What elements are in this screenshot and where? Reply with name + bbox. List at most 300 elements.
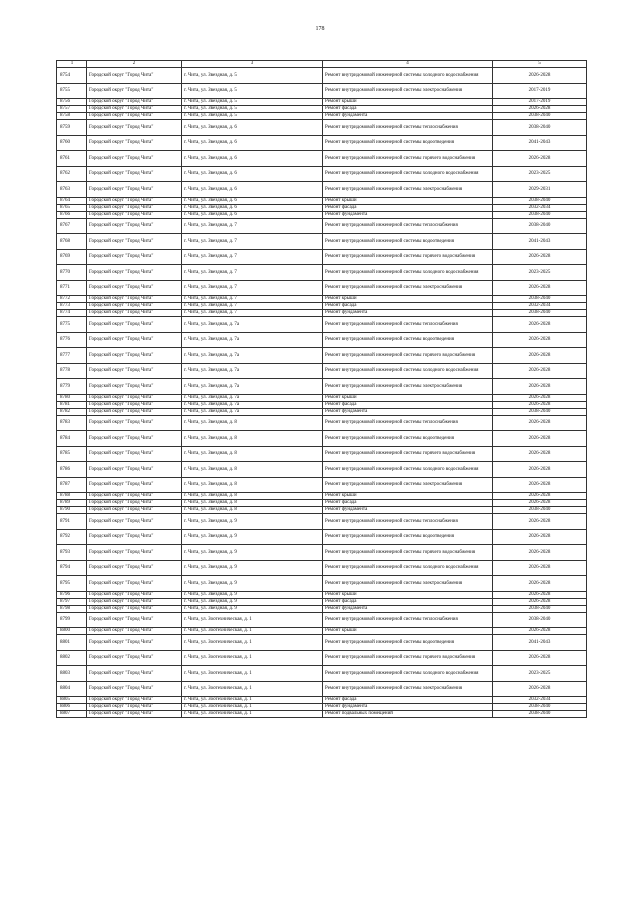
- municipality-cell: Городской округ "Город Чита": [87, 99, 182, 106]
- table-row: [57, 249, 587, 265]
- row-number-cell: 8797: [57, 598, 87, 605]
- address-cell: г. Чита, ул. Звездная, д. 9: [182, 598, 323, 605]
- row-number-cell: 8761: [57, 151, 87, 167]
- municipality-cell: Городской округ "Город Чита": [87, 265, 182, 281]
- row-number-cell: 8786: [57, 462, 87, 478]
- table-row: [57, 303, 587, 310]
- table-row: [57, 401, 587, 408]
- table-row: [57, 612, 587, 628]
- municipality-cell: Городской округ "Город Чита": [87, 379, 182, 395]
- address-cell: г. Чита, ул. Звездная, д. 8: [182, 431, 323, 447]
- address-cell: г. Чита, ул. Звездная, д. 6: [182, 197, 323, 204]
- period-cell: 2038-2040: [493, 218, 587, 234]
- header-row: [57, 61, 587, 68]
- municipality-cell: Городской округ "Город Чита": [87, 612, 182, 628]
- address-cell: г. Чита, ул. Звездная, д. 7а: [182, 348, 323, 364]
- row-number-cell: 8806: [57, 704, 87, 711]
- row-number-cell: 8773: [57, 303, 87, 310]
- row-number-cell: 8789: [57, 500, 87, 507]
- address-cell: г. Чита, ул. Звездная, д. 6: [182, 166, 323, 182]
- address-cell: г. Чита, ул. Звездная, д. 7: [182, 280, 323, 296]
- period-cell: 2026-2028: [493, 628, 587, 635]
- row-number-cell: 8770: [57, 265, 87, 281]
- work-type-cell: Ремонт крыши: [323, 628, 493, 635]
- row-number-cell: 8800: [57, 628, 87, 635]
- address-cell: г. Чита, ул. Зоотехническая, д. 1: [182, 612, 323, 628]
- table-row: [57, 666, 587, 682]
- address-cell: г. Чита, ул. Звездная, д. 7а: [182, 401, 323, 408]
- work-type-cell: Ремонт внутридомовой инженерной системы холодного водоснабжения: [323, 166, 493, 182]
- table-row: [57, 332, 587, 348]
- address-cell: г. Чита, ул. Звездная, д. 7а: [182, 394, 323, 401]
- table-row: [57, 151, 587, 167]
- row-number-cell: 8760: [57, 135, 87, 151]
- work-type-cell: Ремонт внутридомовой инженерной системы водоотведения: [323, 529, 493, 545]
- row-number-cell: 8798: [57, 605, 87, 612]
- work-type-cell: Ремонт внутридомовой инженерной системы теплоснабжения: [323, 514, 493, 530]
- address-cell: г. Чита, ул. Зоотехническая, д. 1: [182, 681, 323, 697]
- period-cell: 2026-2028: [493, 317, 587, 333]
- period-cell: 2038-2040: [493, 612, 587, 628]
- address-cell: г. Чита, ул. Звездная, д. 7: [182, 303, 323, 310]
- municipality-cell: Городской округ "Город Чита": [87, 431, 182, 447]
- table-row: [57, 697, 587, 704]
- address-cell: г. Чита, ул. Звездная, д. 7: [182, 218, 323, 234]
- period-cell: 2041-2043: [493, 234, 587, 250]
- address-cell: г. Чита, ул. Зоотехническая, д. 1: [182, 635, 323, 651]
- row-number-cell: 8793: [57, 545, 87, 561]
- municipality-cell: Городской округ "Город Чита": [87, 363, 182, 379]
- work-type-cell: Ремонт фундамента: [323, 507, 493, 514]
- repair-schedule-table: [56, 60, 587, 718]
- table-row: [57, 591, 587, 598]
- address-cell: г. Чита, ул. Звездная, д. 6: [182, 204, 323, 211]
- table-row: [57, 317, 587, 333]
- row-number-cell: 8791: [57, 514, 87, 530]
- work-type-cell: Ремонт фасада: [323, 697, 493, 704]
- municipality-cell: Городской округ "Город Чита": [87, 166, 182, 182]
- table-row: [57, 394, 587, 401]
- address-cell: г. Чита, ул. Звездная, д. 5: [182, 106, 323, 113]
- work-type-cell: Ремонт внутридомовой инженерной системы водоотведения: [323, 635, 493, 651]
- address-cell: г. Чита, ул. Звездная, д. 9: [182, 529, 323, 545]
- table-row: [57, 650, 587, 666]
- table-row: [57, 379, 587, 395]
- work-type-cell: Ремонт фундамента: [323, 211, 493, 218]
- table-row: [57, 83, 587, 99]
- row-number-cell: 8805: [57, 697, 87, 704]
- address-cell: г. Чита, ул. Звездная, д. 5: [182, 113, 323, 120]
- row-number-cell: 8755: [57, 83, 87, 99]
- table-row: [57, 529, 587, 545]
- table-row: [57, 265, 587, 281]
- municipality-cell: Городской округ "Город Чита": [87, 650, 182, 666]
- page-number: 178: [315, 26, 325, 32]
- row-number-cell: 8779: [57, 379, 87, 395]
- municipality-cell: Городской округ "Город Чита": [87, 332, 182, 348]
- address-cell: г. Чита, ул. Звездная, д. 7: [182, 249, 323, 265]
- work-type-cell: Ремонт внутридомовой инженерной системы холодного водоснабжения: [323, 462, 493, 478]
- period-cell: 2026-2028: [493, 106, 587, 113]
- work-type-cell: Ремонт крыши: [323, 99, 493, 106]
- work-type-cell: Ремонт внутридомовой инженерной системы теплоснабжения: [323, 415, 493, 431]
- address-cell: г. Чита, ул. Звездная, д. 8: [182, 446, 323, 462]
- municipality-cell: Городской округ "Город Чита": [87, 317, 182, 333]
- row-number-cell: 8771: [57, 280, 87, 296]
- row-number-cell: 8787: [57, 477, 87, 493]
- period-cell: 2038-2040: [493, 711, 587, 718]
- address-cell: г. Чита, ул. Звездная, д. 5: [182, 99, 323, 106]
- period-cell: 2026-2028: [493, 576, 587, 592]
- address-cell: г. Чита, ул. Звездная, д. 7а: [182, 363, 323, 379]
- period-cell: 2026-2028: [493, 363, 587, 379]
- address-cell: г. Чита, ул. Зоотехническая, д. 1: [182, 666, 323, 682]
- table-row: [57, 197, 587, 204]
- municipality-cell: Городской округ "Город Чита": [87, 113, 182, 120]
- municipality-cell: Городской округ "Город Чита": [87, 711, 182, 718]
- municipality-cell: Городской округ "Город Чита": [87, 591, 182, 598]
- table-row: [57, 68, 587, 84]
- period-cell: 2017-2019: [493, 99, 587, 106]
- municipality-cell: Городской округ "Город Чита": [87, 234, 182, 250]
- period-cell: 2026-2028: [493, 650, 587, 666]
- table-row: [57, 348, 587, 364]
- address-cell: г. Чита, ул. Звездная, д. 6: [182, 135, 323, 151]
- row-number-cell: 8802: [57, 650, 87, 666]
- period-cell: 2038-2040: [493, 113, 587, 120]
- address-cell: г. Чита, ул. Зоотехническая, д. 1: [182, 711, 323, 718]
- row-number-cell: 8767: [57, 218, 87, 234]
- row-number-cell: 8754: [57, 68, 87, 84]
- address-cell: г. Чита, ул. Зоотехническая, д. 1: [182, 704, 323, 711]
- period-cell: 2026-2028: [493, 68, 587, 84]
- table-row: [57, 204, 587, 211]
- table-row: [57, 477, 587, 493]
- period-cell: 2038-2040: [493, 197, 587, 204]
- row-number-cell: 8803: [57, 666, 87, 682]
- address-cell: г. Чита, ул. Зоотехническая, д. 1: [182, 697, 323, 704]
- work-type-cell: Ремонт фундамента: [323, 310, 493, 317]
- work-type-cell: Ремонт внутридомовой инженерной системы холодного водоснабжения: [323, 363, 493, 379]
- table-row: [57, 635, 587, 651]
- address-cell: г. Чита, ул. Звездная, д. 8: [182, 415, 323, 431]
- municipality-cell: Городской округ "Город Чита": [87, 514, 182, 530]
- municipality-cell: Городской округ "Город Чита": [87, 605, 182, 612]
- row-number-cell: 8801: [57, 635, 87, 651]
- table-row: [57, 711, 587, 718]
- municipality-cell: Городской округ "Город Чита": [87, 106, 182, 113]
- period-cell: 2026-2028: [493, 379, 587, 395]
- period-cell: 2038-2040: [493, 408, 587, 415]
- period-cell: 2026-2028: [493, 477, 587, 493]
- municipality-cell: Городской округ "Город Чита": [87, 280, 182, 296]
- municipality-cell: Городской округ "Город Чита": [87, 204, 182, 211]
- period-cell: 2026-2028: [493, 394, 587, 401]
- work-type-cell: Ремонт фасада: [323, 204, 493, 211]
- work-type-cell: Ремонт внутридомовой инженерной системы электроснабжения: [323, 477, 493, 493]
- row-number-cell: 8765: [57, 204, 87, 211]
- table-row: [57, 135, 587, 151]
- row-number-cell: 8792: [57, 529, 87, 545]
- address-cell: г. Чита, ул. Звездная, д. 6: [182, 182, 323, 198]
- period-cell: 2026-2028: [493, 529, 587, 545]
- address-cell: г. Чита, ул. Звездная, д. 7а: [182, 332, 323, 348]
- row-number-cell: 8785: [57, 446, 87, 462]
- table-row: [57, 408, 587, 415]
- municipality-cell: Городской округ "Город Чита": [87, 401, 182, 408]
- table-row: [57, 211, 587, 218]
- municipality-cell: Городской округ "Город Чита": [87, 462, 182, 478]
- period-cell: 2026-2028: [493, 598, 587, 605]
- municipality-cell: Городской округ "Город Чита": [87, 211, 182, 218]
- header-cell-4: 4: [323, 61, 493, 68]
- table-row: [57, 99, 587, 106]
- table-row: [57, 280, 587, 296]
- period-cell: 2017-2019: [493, 83, 587, 99]
- row-number-cell: 8756: [57, 99, 87, 106]
- row-number-cell: 8778: [57, 363, 87, 379]
- municipality-cell: Городской округ "Город Чита": [87, 218, 182, 234]
- period-cell: 2026-2028: [493, 681, 587, 697]
- row-number-cell: 8757: [57, 106, 87, 113]
- work-type-cell: Ремонт внутридомовой инженерной системы горячего водоснабжения: [323, 151, 493, 167]
- address-cell: г. Чита, ул. Звездная, д. 8: [182, 493, 323, 500]
- address-cell: г. Чита, ул. Звездная, д. 9: [182, 576, 323, 592]
- municipality-cell: Городской округ "Город Чита": [87, 576, 182, 592]
- address-cell: г. Чита, ул. Звездная, д. 5: [182, 68, 323, 84]
- address-cell: г. Чита, ул. Звездная, д. 9: [182, 514, 323, 530]
- work-type-cell: Ремонт внутридомовой инженерной системы водоотведения: [323, 234, 493, 250]
- table-row: [57, 598, 587, 605]
- address-cell: г. Чита, ул. Звездная, д. 9: [182, 605, 323, 612]
- municipality-cell: Городской округ "Город Чита": [87, 598, 182, 605]
- work-type-cell: Ремонт внутридомовой инженерной системы теплоснабжения: [323, 120, 493, 136]
- period-cell: 2026-2028: [493, 545, 587, 561]
- address-cell: г. Чита, ул. Звездная, д. 7: [182, 234, 323, 250]
- table-row: [57, 310, 587, 317]
- period-cell: 2023-2025: [493, 166, 587, 182]
- work-type-cell: Ремонт крыши: [323, 394, 493, 401]
- table-row: [57, 296, 587, 303]
- period-cell: 2038-2040: [493, 507, 587, 514]
- work-type-cell: Ремонт внутридомовой инженерной системы теплоснабжения: [323, 612, 493, 628]
- work-type-cell: Ремонт внутридомовой инженерной системы горячего водоснабжения: [323, 545, 493, 561]
- row-number-cell: 8790: [57, 507, 87, 514]
- address-cell: г. Чита, ул. Звездная, д. 6: [182, 120, 323, 136]
- row-number-cell: 8774: [57, 310, 87, 317]
- work-type-cell: Ремонт фундамента: [323, 605, 493, 612]
- municipality-cell: Городской округ "Город Чита": [87, 151, 182, 167]
- table-row: [57, 628, 587, 635]
- work-type-cell: Ремонт фасада: [323, 106, 493, 113]
- row-number-cell: 8769: [57, 249, 87, 265]
- address-cell: г. Чита, ул. Звездная, д. 9: [182, 560, 323, 576]
- period-cell: 2038-2040: [493, 704, 587, 711]
- table-row: [57, 514, 587, 530]
- period-cell: 2032-2034: [493, 303, 587, 310]
- period-cell: 2026-2028: [493, 462, 587, 478]
- municipality-cell: Городской округ "Город Чита": [87, 182, 182, 198]
- address-cell: г. Чита, ул. Звездная, д. 7: [182, 265, 323, 281]
- period-cell: 2023-2025: [493, 265, 587, 281]
- period-cell: 2026-2028: [493, 431, 587, 447]
- work-type-cell: Ремонт крыши: [323, 493, 493, 500]
- row-number-cell: 8763: [57, 182, 87, 198]
- municipality-cell: Городской округ "Город Чита": [87, 704, 182, 711]
- period-cell: 2026-2028: [493, 280, 587, 296]
- table-row: [57, 218, 587, 234]
- work-type-cell: Ремонт фасада: [323, 401, 493, 408]
- row-number-cell: 8762: [57, 166, 87, 182]
- period-cell: 2032-2034: [493, 204, 587, 211]
- row-number-cell: 8768: [57, 234, 87, 250]
- table-row: [57, 681, 587, 697]
- row-number-cell: 8796: [57, 591, 87, 598]
- work-type-cell: Ремонт внутридомовой инженерной системы холодного водоснабжения: [323, 560, 493, 576]
- row-number-cell: 8759: [57, 120, 87, 136]
- table-body: [57, 68, 587, 718]
- period-cell: 2029-2031: [493, 182, 587, 198]
- address-cell: г. Чита, ул. Звездная, д. 9: [182, 545, 323, 561]
- address-cell: г. Чита, ул. Звездная, д. 7: [182, 296, 323, 303]
- municipality-cell: Городской округ "Город Чита": [87, 249, 182, 265]
- header-cell-2: 2: [87, 61, 182, 68]
- row-number-cell: 8780: [57, 394, 87, 401]
- row-number-cell: 8799: [57, 612, 87, 628]
- row-number-cell: 8807: [57, 711, 87, 718]
- table-row: [57, 704, 587, 711]
- work-type-cell: Ремонт фасада: [323, 598, 493, 605]
- work-type-cell: Ремонт внутридомовой инженерной системы электроснабжения: [323, 182, 493, 198]
- table-row: [57, 363, 587, 379]
- table-row: [57, 431, 587, 447]
- row-number-cell: 8782: [57, 408, 87, 415]
- municipality-cell: Городской округ "Город Чита": [87, 500, 182, 507]
- work-type-cell: Ремонт крыши: [323, 197, 493, 204]
- work-type-cell: Ремонт фундамента: [323, 113, 493, 120]
- row-number-cell: 8766: [57, 211, 87, 218]
- period-cell: 2032-2034: [493, 697, 587, 704]
- address-cell: г. Чита, ул. Звездная, д. 6: [182, 151, 323, 167]
- table-row: [57, 545, 587, 561]
- municipality-cell: Городской округ "Город Чита": [87, 310, 182, 317]
- period-cell: 2026-2028: [493, 591, 587, 598]
- period-cell: 2041-2043: [493, 635, 587, 651]
- address-cell: г. Чита, ул. Звездная, д. 7а: [182, 379, 323, 395]
- period-cell: 2026-2028: [493, 514, 587, 530]
- address-cell: г. Чита, ул. Звездная, д. 9: [182, 591, 323, 598]
- table-row: [57, 113, 587, 120]
- period-cell: 2026-2028: [493, 332, 587, 348]
- municipality-cell: Городской округ "Город Чита": [87, 507, 182, 514]
- work-type-cell: Ремонт внутридомовой инженерной системы водоотведения: [323, 431, 493, 447]
- row-number-cell: 8775: [57, 317, 87, 333]
- period-cell: 2026-2028: [493, 415, 587, 431]
- municipality-cell: Городской округ "Город Чита": [87, 635, 182, 651]
- work-type-cell: Ремонт внутридомовой инженерной системы горячего водоснабжения: [323, 650, 493, 666]
- period-cell: 2026-2028: [493, 249, 587, 265]
- work-type-cell: Ремонт фасада: [323, 303, 493, 310]
- address-cell: г. Чита, ул. Зоотехническая, д. 1: [182, 650, 323, 666]
- municipality-cell: Городской округ "Город Чита": [87, 493, 182, 500]
- row-number-cell: 8783: [57, 415, 87, 431]
- work-type-cell: Ремонт внутридомовой инженерной системы теплоснабжения: [323, 218, 493, 234]
- row-number-cell: 8804: [57, 681, 87, 697]
- table-row: [57, 415, 587, 431]
- address-cell: г. Чита, ул. Зоотехническая, д. 1: [182, 628, 323, 635]
- municipality-cell: Городской округ "Город Чита": [87, 529, 182, 545]
- address-cell: г. Чита, ул. Звездная, д. 7а: [182, 408, 323, 415]
- work-type-cell: Ремонт крыши: [323, 296, 493, 303]
- period-cell: 2023-2025: [493, 666, 587, 682]
- work-type-cell: Ремонт внутридомовой инженерной системы электроснабжения: [323, 576, 493, 592]
- period-cell: 2038-2040: [493, 120, 587, 136]
- period-cell: 2026-2028: [493, 401, 587, 408]
- work-type-cell: Ремонт подвальных помещений: [323, 711, 493, 718]
- municipality-cell: Городской округ "Город Чита": [87, 560, 182, 576]
- address-cell: г. Чита, ул. Звездная, д. 8: [182, 500, 323, 507]
- table-row: [57, 446, 587, 462]
- period-cell: 2026-2028: [493, 500, 587, 507]
- address-cell: г. Чита, ул. Звездная, д. 8: [182, 462, 323, 478]
- header-cell-1: 1: [57, 61, 87, 68]
- work-type-cell: Ремонт внутридомовой инженерной системы холодного водоснабжения: [323, 68, 493, 84]
- work-type-cell: Ремонт внутридомовой инженерной системы холодного водоснабжения: [323, 666, 493, 682]
- period-cell: 2026-2028: [493, 348, 587, 364]
- period-cell: 2038-2040: [493, 211, 587, 218]
- municipality-cell: Городской округ "Город Чита": [87, 415, 182, 431]
- work-type-cell: Ремонт внутридомовой инженерной системы холодного водоснабжения: [323, 265, 493, 281]
- period-cell: 2026-2028: [493, 446, 587, 462]
- municipality-cell: Городской округ "Город Чита": [87, 197, 182, 204]
- municipality-cell: Городской округ "Город Чита": [87, 666, 182, 682]
- period-cell: 2026-2028: [493, 151, 587, 167]
- work-type-cell: Ремонт внутридомовой инженерной системы горячего водоснабжения: [323, 446, 493, 462]
- table-row: [57, 182, 587, 198]
- municipality-cell: Городской округ "Город Чита": [87, 135, 182, 151]
- table-row: [57, 560, 587, 576]
- address-cell: г. Чита, ул. Звездная, д. 7: [182, 310, 323, 317]
- period-cell: 2026-2028: [493, 560, 587, 576]
- address-cell: г. Чита, ул. Звездная, д. 5: [182, 83, 323, 99]
- row-number-cell: 8788: [57, 493, 87, 500]
- work-type-cell: Ремонт внутридомовой инженерной системы электроснабжения: [323, 280, 493, 296]
- header-cell-3: 3: [182, 61, 323, 68]
- table-row: [57, 507, 587, 514]
- work-type-cell: Ремонт фундамента: [323, 408, 493, 415]
- municipality-cell: Городской округ "Город Чита": [87, 697, 182, 704]
- table-row: [57, 493, 587, 500]
- work-type-cell: Ремонт внутридомовой инженерной системы горячего водоснабжения: [323, 249, 493, 265]
- municipality-cell: Городской округ "Город Чита": [87, 628, 182, 635]
- row-number-cell: 8776: [57, 332, 87, 348]
- row-number-cell: 8777: [57, 348, 87, 364]
- table-row: [57, 234, 587, 250]
- row-number-cell: 8795: [57, 576, 87, 592]
- work-type-cell: Ремонт крыши: [323, 591, 493, 598]
- table-row: [57, 462, 587, 478]
- row-number-cell: 8781: [57, 401, 87, 408]
- table-row: [57, 120, 587, 136]
- period-cell: 2041-2043: [493, 135, 587, 151]
- municipality-cell: Городской округ "Город Чита": [87, 681, 182, 697]
- municipality-cell: Городской округ "Город Чита": [87, 120, 182, 136]
- period-cell: 2038-2040: [493, 310, 587, 317]
- row-number-cell: 8764: [57, 197, 87, 204]
- row-number-cell: 8794: [57, 560, 87, 576]
- work-type-cell: Ремонт внутридомовой инженерной системы электроснабжения: [323, 681, 493, 697]
- municipality-cell: Городской округ "Город Чита": [87, 303, 182, 310]
